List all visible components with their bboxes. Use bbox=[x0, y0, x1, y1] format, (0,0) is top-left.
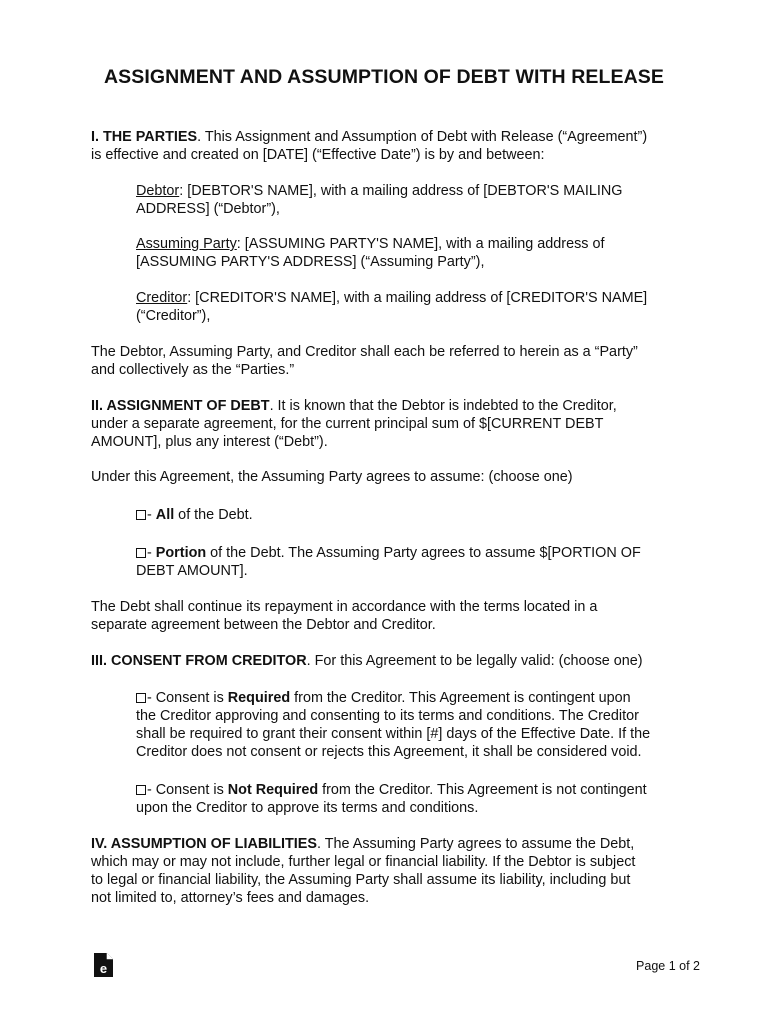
svg-text:e: e bbox=[99, 961, 108, 976]
checkbox-consent-required[interactable] bbox=[136, 693, 146, 703]
collective-paragraph: The Debtor, Assuming Party, and Creditor shall each be referred to herein as a “Party” and collectively as the “Parties.” bbox=[91, 344, 638, 378]
parties-paragraph: I. THE PARTIES. This Assignment and Assumption of Debt with Release (“Agreement”) is effective and created on [DATE] (“Effective Date”) is by and between: bbox=[91, 129, 648, 163]
option-all: - All of the Debt. bbox=[136, 506, 696, 524]
assignment-heading: II. ASSIGNMENT OF DEBT bbox=[91, 398, 270, 414]
repayment-paragraph: The Debt shall continue its repayment in accordance with the terms located in a separate agreement between the Debtor and Creditor. bbox=[91, 599, 598, 633]
eforms-logo-icon bbox=[93, 952, 114, 978]
liabilities-paragraph: IV. ASSUMPTION OF LIABILITIES. The Assuming Party agrees to assume the Debt, which may or may not include, further legal or financial liability. If the Debtor is subject to legal or financial liability, the Assuming Party shall assume its liability, including but not limited to, attorney’s fees and damages. bbox=[91, 836, 636, 906]
checkbox-consent-not-required[interactable] bbox=[136, 785, 146, 795]
debtor-label: Debtor bbox=[136, 183, 180, 199]
option-consent-not-required: - Consent is Not Required from the Creditor. This Agreement is not contingent upon the Creditor to approve its terms and conditions. bbox=[136, 782, 647, 816]
creditor-label: Creditor bbox=[136, 290, 188, 306]
document-title: ASSIGNMENT AND ASSUMPTION OF DEBT WITH RELEASE bbox=[104, 66, 664, 88]
option-portion: - Portion of the Debt. The Assuming Party agrees to assume $[PORTION OF DEBT AMOUNT]. bbox=[136, 545, 641, 579]
debtor-paragraph: Debtor: [DEBTOR'S NAME], with a mailing address of [DEBTOR'S MAILING ADDRESS] (“Debtor”), bbox=[136, 183, 623, 217]
checkbox-all[interactable] bbox=[136, 510, 146, 520]
page-number: Page 1 of 2 bbox=[636, 959, 700, 973]
consent-heading: III. CONSENT FROM CREDITOR bbox=[91, 653, 307, 669]
assuming-party-paragraph: Assuming Party: [ASSUMING PARTY'S NAME], with a mailing address of [ASSUMING PARTY'S ADDRESS] (“Assuming Party”), bbox=[136, 236, 605, 270]
liabilities-heading: IV. ASSUMPTION OF LIABILITIES bbox=[91, 836, 318, 852]
checkbox-portion[interactable] bbox=[136, 548, 146, 558]
consent-paragraph: III. CONSENT FROM CREDITOR. For this Agreement to be legally valid: (choose one) bbox=[91, 653, 643, 669]
creditor-paragraph: Creditor: [CREDITOR'S NAME], with a mailing address of [CREDITOR'S NAME] (“Creditor”), bbox=[136, 290, 648, 324]
assignment-paragraph: II. ASSIGNMENT OF DEBT. It is known that the Debtor is indebted to the Creditor, under a separate agreement, for the current principal sum of $[CURRENT DEBT AMOUNT], plus any interest (“Debt”). bbox=[91, 398, 617, 450]
parties-heading: I. THE PARTIES bbox=[91, 129, 198, 145]
choose-one-text: Under this Agreement, the Assuming Party agrees to assume: (choose one) bbox=[91, 469, 573, 485]
assuming-party-label: Assuming Party bbox=[136, 236, 237, 252]
option-consent-required: - Consent is Required from the Creditor. This Agreement is contingent upon the Creditor approving and consenting to its terms and conditions. The Creditor shall be required to grant their consent within [#] days of the Effective Date. If the Creditor does not consent or rejects this Agreement, it shall be considered void. bbox=[136, 690, 651, 760]
